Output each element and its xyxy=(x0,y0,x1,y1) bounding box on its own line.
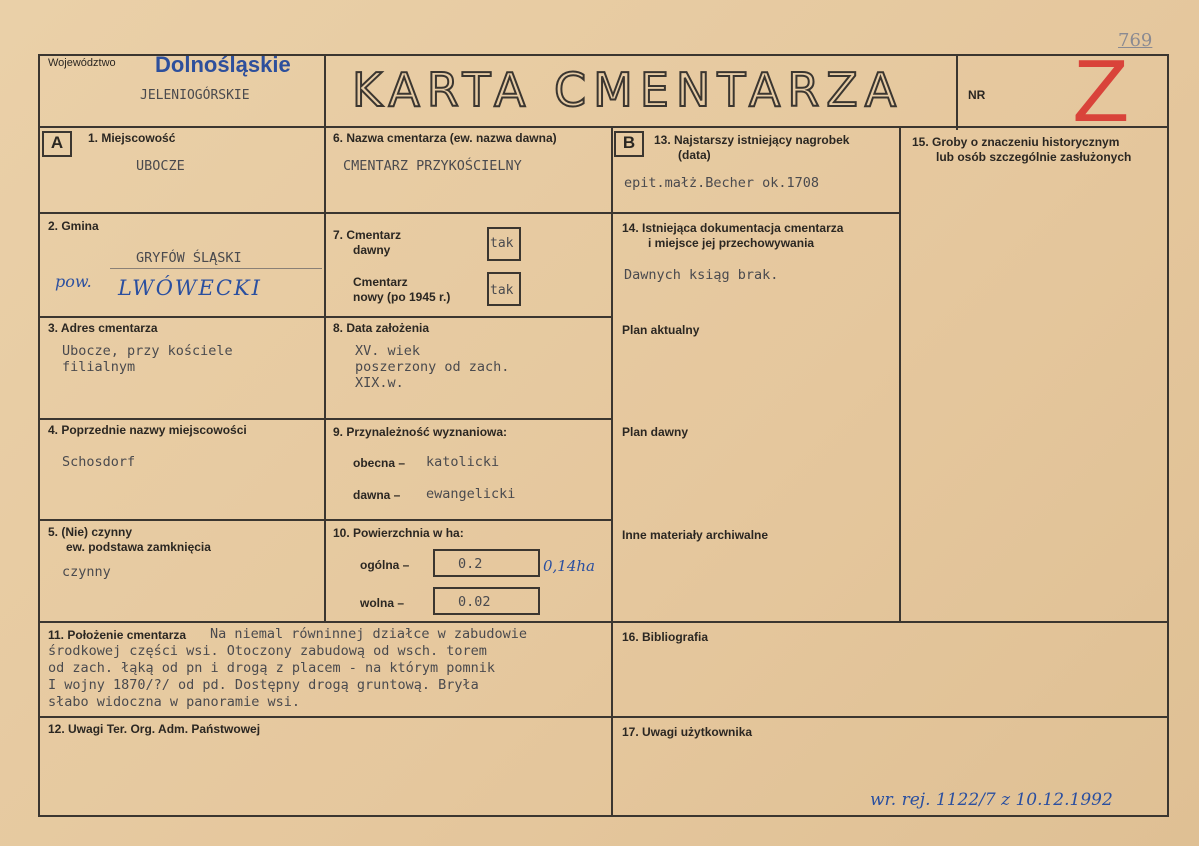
section-a-badge: A xyxy=(42,131,72,157)
header-divider-1 xyxy=(324,54,326,130)
field-5-value: czynny xyxy=(62,564,111,580)
archive-number: 769 xyxy=(1118,30,1153,51)
field-14-value: Dawnych ksiąg brak. xyxy=(624,267,779,283)
field-3-value-1: Ubocze, przy kościele xyxy=(62,343,233,359)
plan-aktualny-label: Plan aktualny xyxy=(622,323,700,337)
registry-hand-note: wr. rej. 1122/7 z 10.12.1992 xyxy=(870,790,1113,810)
field-8-value-1: XV. wiek xyxy=(355,343,421,359)
powiat-hand: LWÓWECKI xyxy=(118,276,262,300)
nr-stamp: Z xyxy=(1072,41,1130,140)
field-8-label: 8. Data założenia xyxy=(333,321,430,335)
row-line-4 xyxy=(38,519,613,521)
col-divider-1 xyxy=(324,126,326,622)
field-10-wolna-label: wolna – xyxy=(360,596,405,610)
field-10-label: 10. Powierzchnia w ha: xyxy=(333,526,464,540)
field-14-label-2: i miejsce jej przechowywania xyxy=(648,236,815,250)
nr-label: NR xyxy=(968,88,986,102)
col-divider-3 xyxy=(899,126,901,622)
field-17-label: 17. Uwagi użytkownika xyxy=(622,725,753,739)
field-7-value-b: tak xyxy=(490,283,514,298)
field-1-label: 1. Miejscowość xyxy=(88,131,176,145)
inne-materialy-label: Inne materiały archiwalne xyxy=(622,528,769,542)
field-13-label-2: (data) xyxy=(678,148,711,162)
field-15-label-2: lub osób szczególnie zasłużonych xyxy=(936,150,1132,164)
field-15-label-1: 15. Groby o znaczeniu historycznym xyxy=(912,135,1120,149)
field-10-ogolna-value: 0.2 xyxy=(458,556,483,572)
frame-left xyxy=(38,54,40,817)
field-5-label-1: 5. (Nie) czynny xyxy=(48,525,133,539)
field-7-label-a1: 7. Cmentarz xyxy=(333,228,402,242)
field-9-obecna-value: katolicki xyxy=(426,454,500,470)
field-8-value-2: poszerzony od zach. xyxy=(355,359,510,375)
frame-bottom xyxy=(38,815,1169,817)
field-12-label: 12. Uwagi Ter. Org. Adm. Państwowej xyxy=(48,722,261,736)
field-3-value-2: filialnym xyxy=(62,359,136,375)
field-5-label-2: ew. podstawa zamknięcia xyxy=(66,540,211,554)
field-13-value: epit.małż.Becher ok.1708 xyxy=(624,175,820,191)
pow-hand: pow. xyxy=(55,272,92,291)
field-10-ogolna-hand: 0,14ha xyxy=(543,557,596,575)
field-6-value: CMENTARZ PRZYKOŚCIELNY xyxy=(343,158,522,174)
field-9-obecna-label: obecna – xyxy=(353,456,406,470)
card-title: KARTA CMENTARZA xyxy=(352,63,904,117)
row-line-5 xyxy=(38,621,1169,623)
plan-dawny-label: Plan dawny xyxy=(622,425,689,439)
field-4-value: Schosdorf xyxy=(62,454,136,470)
row-line-1 xyxy=(38,212,613,214)
field-2-underline xyxy=(110,268,322,269)
field-7-label-b1: Cmentarz xyxy=(353,275,408,289)
field-11-line-2: środkowej części wsi. Otoczony zabudową od wsch. torem xyxy=(48,643,487,659)
row-line-c3 xyxy=(611,212,901,214)
field-7-value-a: tak xyxy=(490,236,514,251)
field-14-label-1: 14. Istniejąca dokumentacja cmentarza xyxy=(622,221,844,235)
field-11-line-3: od zach. łąką od pn i drogą z placem - na którym pomnik xyxy=(48,660,496,676)
header-divider-2 xyxy=(956,54,958,130)
field-10-ogolna-label: ogólna – xyxy=(360,558,410,572)
section-b-badge: B xyxy=(614,131,644,157)
field-10-ogolna-box xyxy=(433,549,540,577)
row-line-2 xyxy=(38,316,613,318)
row-line-3 xyxy=(38,418,613,420)
field-2-value: GRYFÓW ŚLĄSKI xyxy=(136,250,242,266)
field-7-label-a2: dawny xyxy=(353,243,391,257)
header-bottom-line xyxy=(38,126,1169,128)
field-9-dawna-value: ewangelicki xyxy=(426,486,516,502)
col-divider-2 xyxy=(611,126,613,817)
field-9-dawna-label: dawna – xyxy=(353,488,401,502)
field-6-label: 6. Nazwa cmentarza (ew. nazwa dawna) xyxy=(333,131,557,145)
field-1-value: UBOCZE xyxy=(136,158,185,174)
field-13-label-1: 13. Najstarszy istniejący nagrobek xyxy=(654,133,850,147)
field-11-line-1: Na niemal równinnej działce w zabudowie xyxy=(210,626,527,642)
field-10-wolna-value: 0.02 xyxy=(458,594,491,610)
field-4-label: 4. Poprzednie nazwy miejscowości xyxy=(48,423,247,437)
field-11-line-5: słabo widoczna w panoramie wsi. xyxy=(48,694,300,710)
wojewodztwo-value: Dolnośląskie xyxy=(155,52,291,77)
field-11-line-4: I wojny 1870/?/ od pd. Dostępny drogą gruntową. Bryła xyxy=(48,677,479,693)
field-9-label: 9. Przynależność wyznaniowa: xyxy=(333,425,508,439)
field-7-label-b2: nowy (po 1945 r.) xyxy=(353,290,451,304)
field-11-label: 11. Położenie cmentarza xyxy=(48,628,187,642)
field-8-value-3: XIX.w. xyxy=(355,375,404,391)
field-16-label: 16. Bibliografia xyxy=(622,630,709,644)
frame-right xyxy=(1167,54,1169,817)
wojewodztwo-label: Województwo xyxy=(48,57,116,69)
field-2-label: 2. Gmina xyxy=(48,219,99,233)
field-3-label: 3. Adres cmentarza xyxy=(48,321,158,335)
row-line-6 xyxy=(38,716,1169,718)
wojewodztwo-old: JELENIOGÓRSKIE xyxy=(140,88,250,103)
